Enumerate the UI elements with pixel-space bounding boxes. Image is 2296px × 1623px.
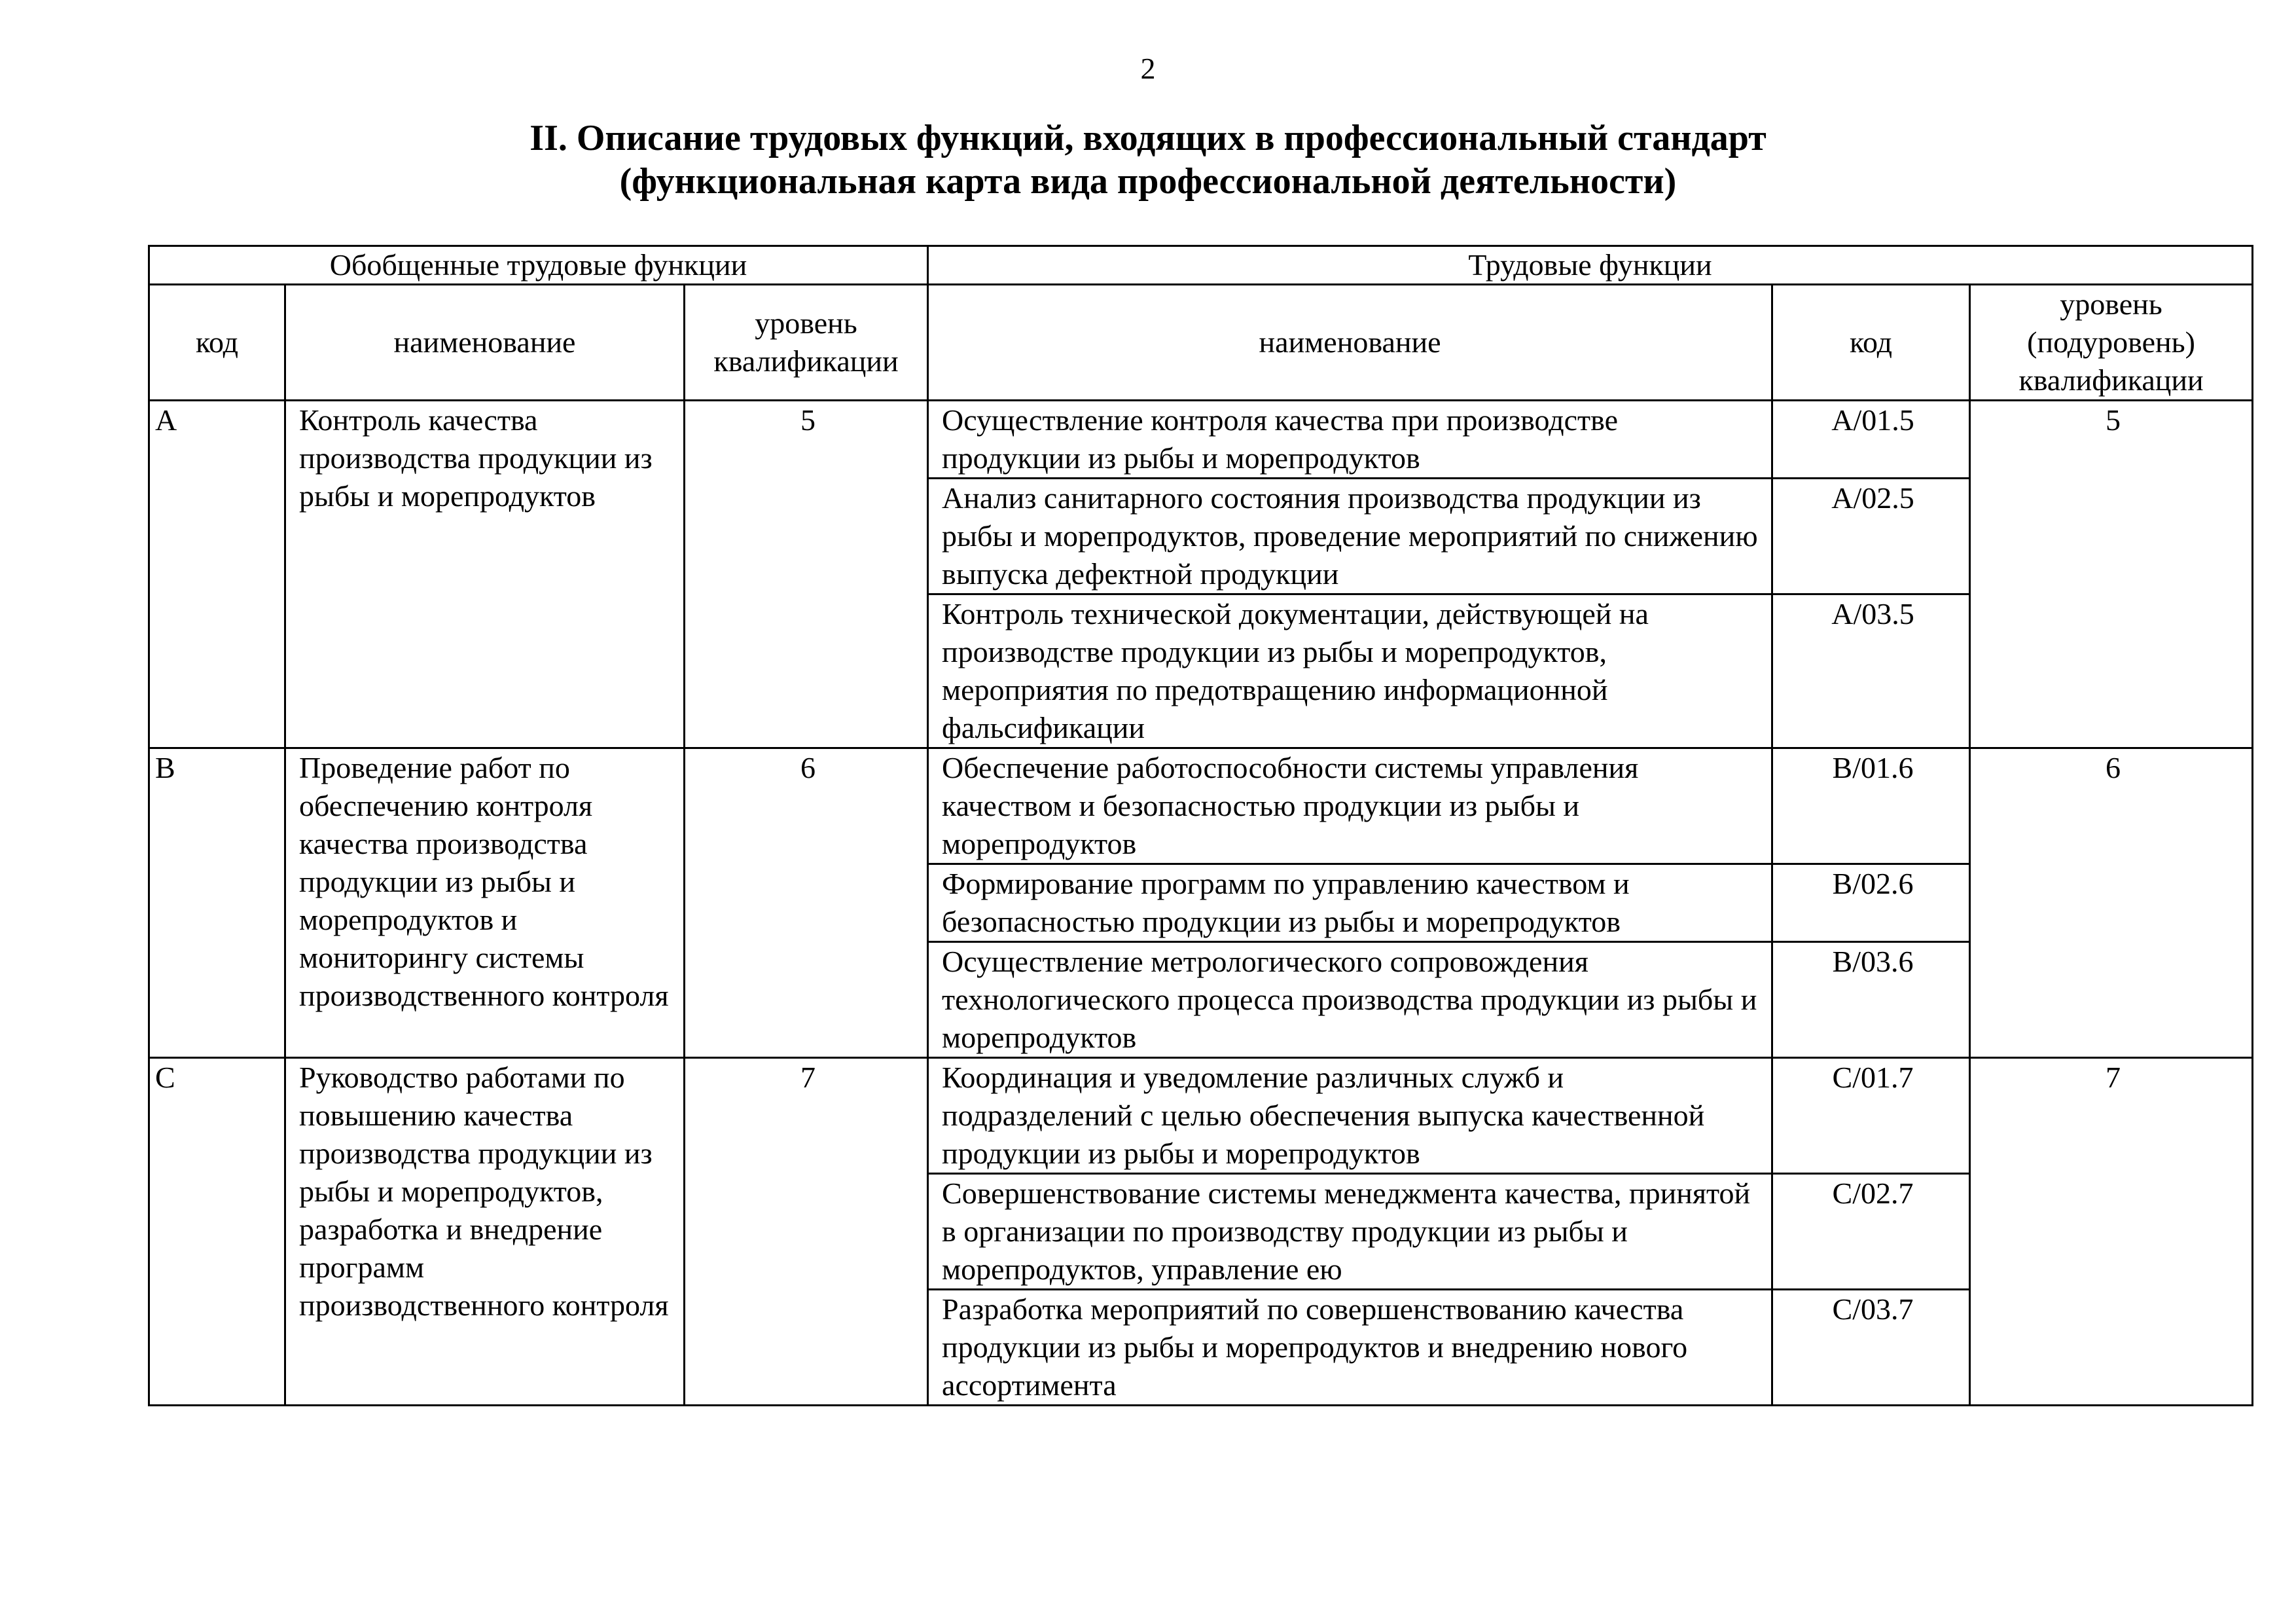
group-level: 7: [685, 1058, 928, 1406]
title-line-1: II. Описание трудовых функций, входящих в профессиональный стандарт: [529, 118, 1767, 158]
tf-name-header: наименование: [928, 285, 1772, 401]
function-code: B/03.6: [1772, 942, 1970, 1058]
function-level: 7: [1970, 1058, 2253, 1406]
group-level: 6: [685, 748, 928, 1058]
function-code: A/03.5: [1772, 594, 1970, 748]
function-code: A/02.5: [1772, 479, 1970, 594]
group-code: C: [149, 1058, 285, 1406]
function-level: 5: [1970, 401, 2253, 748]
tf-code-header: код: [1772, 285, 1970, 401]
group-name: Проведение работ по обеспечению контроля качества производства продукции из рыбы и морепродуктов и мониторингу системы производственного контроля: [285, 748, 685, 1058]
function-name: Совершенствование системы менеджмента качества, принятой в организации по производству продукции из рыбы и морепродуктов, управление ею: [928, 1174, 1772, 1290]
table-row: [149, 1058, 2253, 1174]
function-name: Формирование программ по управлению качеством и безопасностью продукции из рыбы и морепродуктов: [928, 864, 1772, 942]
page-number: 2: [1140, 52, 1156, 85]
function-name: Обеспечение работоспособности системы управления качеством и безопасностью продукции из рыбы и морепродуктов: [928, 748, 1772, 864]
table-row: [149, 401, 2253, 479]
group-name: Контроль качества производства продукции из рыбы и морепродуктов: [285, 401, 685, 748]
gen-name-header: наименование: [285, 285, 685, 401]
function-code: A/01.5: [1772, 401, 1970, 479]
title-line-2: (функциональная карта вида профессиональной деятельности): [619, 161, 1677, 202]
function-code: C/01.7: [1772, 1058, 1970, 1174]
function-name: Координация и уведомление различных служб и подразделений с целью обеспечения выпуска качественной продукции из рыбы и морепродуктов: [928, 1058, 1772, 1174]
function-name: Осуществление контроля качества при производстве продукции из рыбы и морепродуктов: [928, 401, 1772, 479]
function-name: Осуществление метрологического сопровождения технологического процесса производства продукции из рыбы и морепродуктов: [928, 942, 1772, 1058]
function-code: B/01.6: [1772, 748, 1970, 864]
gen-code-header: код: [149, 285, 285, 401]
generalized-functions-header: Обобщенные трудовые функции: [149, 246, 928, 285]
group-name: Руководство работами по повышению качества производства продукции из рыбы и морепродуктов, разработка и внедрение программ производственного контроля: [285, 1058, 685, 1406]
function-code: B/02.6: [1772, 864, 1970, 942]
group-level: 5: [685, 401, 928, 748]
function-code: C/02.7: [1772, 1174, 1970, 1290]
function-name: Контроль технической документации, действующей на производстве продукции из рыбы и морепродуктов, мероприятия по предотвращению информационной фальсификации: [928, 594, 1772, 748]
function-name: Анализ санитарного состояния производства продукции из рыбы и морепродуктов, проведение мероприятий по снижению выпуска дефектной продукции: [928, 479, 1772, 594]
page-title: [0, 117, 2296, 203]
functional-map-table: [148, 245, 2253, 1406]
labor-functions-header: Трудовые функции: [928, 246, 2253, 285]
function-code: C/03.7: [1772, 1290, 1970, 1406]
tf-level-header: уровень (подуровень) квалификации: [1970, 285, 2253, 401]
gen-level-header: уровень квалификации: [685, 285, 928, 401]
function-name: Разработка мероприятий по совершенствованию качества продукции из рыбы и морепродуктов и внедрению нового ассортимента: [928, 1290, 1772, 1406]
group-code: B: [149, 748, 285, 1058]
function-level: 6: [1970, 748, 2253, 1058]
table-row: [149, 748, 2253, 864]
group-code: A: [149, 401, 285, 748]
